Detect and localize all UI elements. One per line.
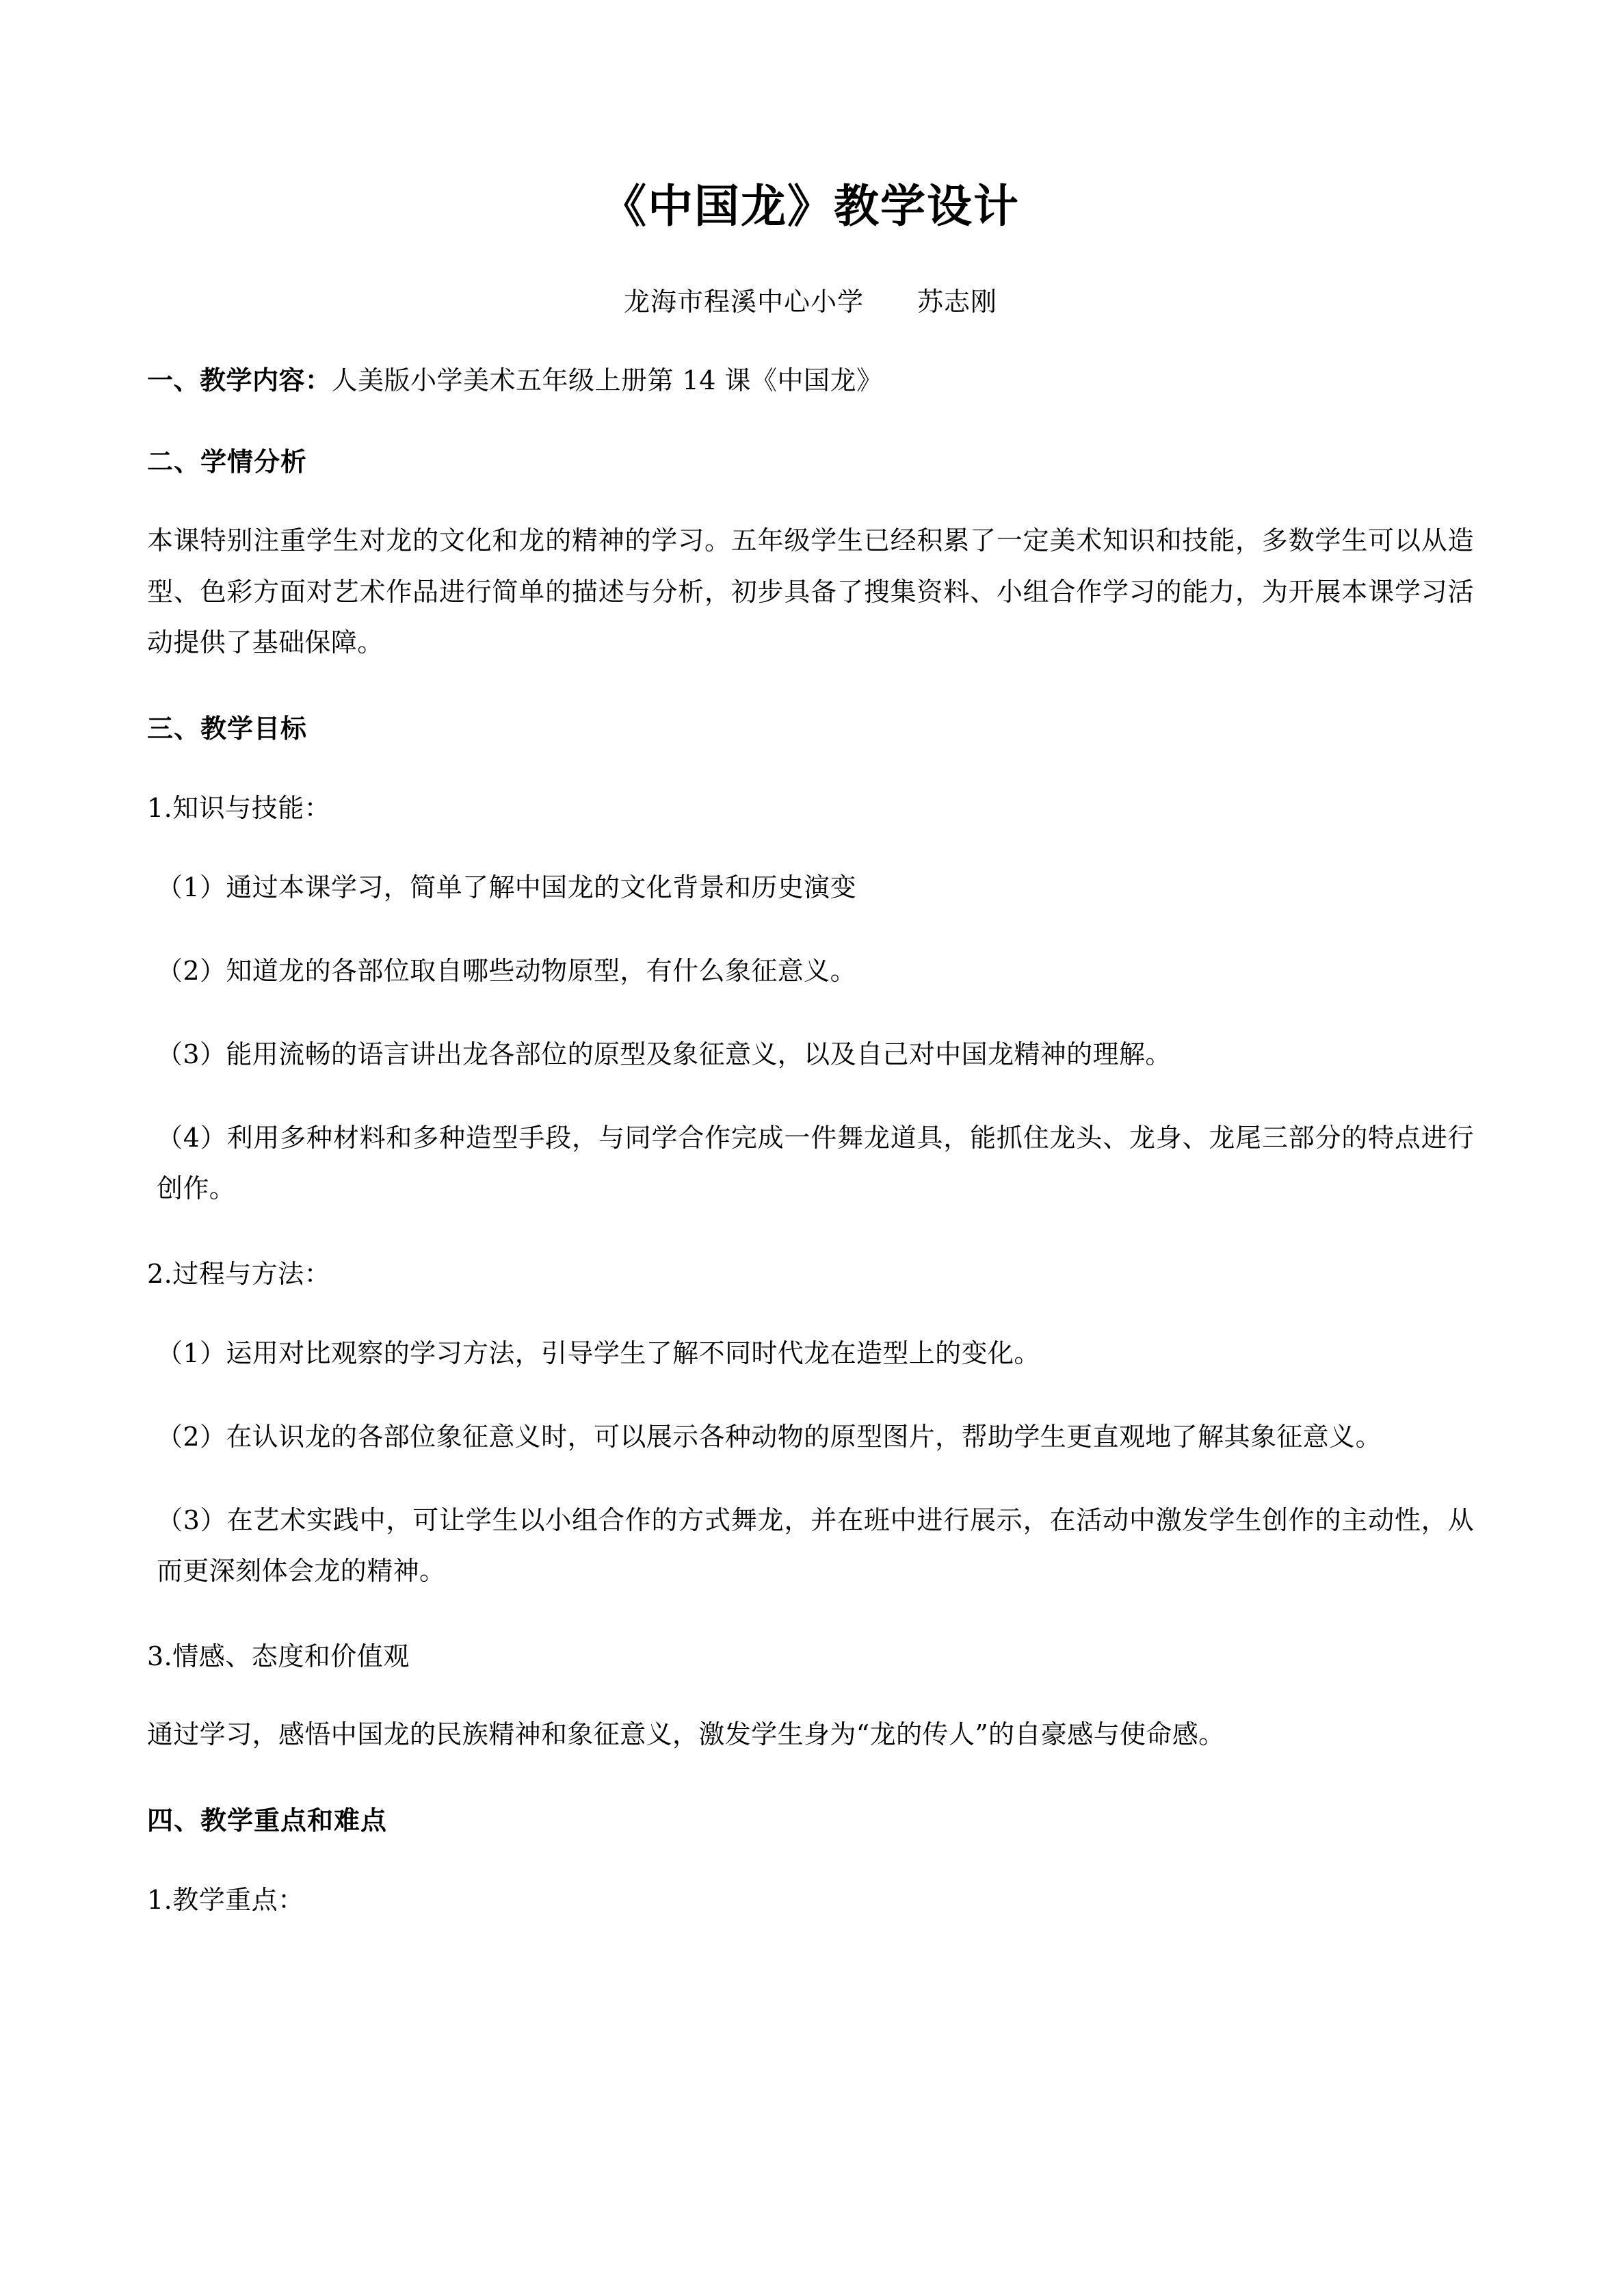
key-points-item-label: 1.教学重点：: [147, 1885, 304, 1916]
section-teaching-content-body: 人美版小学美术五年级上册第 14 课《中国龙》: [331, 365, 883, 395]
objectives-group1-item-4: （4）利用多种材料和多种造型手段，与同学合作完成一件舞龙道具，能抓住龙头、龙身、龙尾三部分的特点进行创作。: [157, 1122, 1474, 1203]
objectives-group1-item-1: （1）通过本课学习，简单了解中国龙的文化背景和历史演变: [157, 872, 856, 902]
page-title: 《中国龙》教学设计: [601, 179, 1020, 233]
objectives-group1-label: 1.知识与技能：: [147, 792, 331, 823]
objectives-group3-label: 3.情感、态度和价值观: [147, 1641, 410, 1672]
objectives-group2-item-2: （2）在认识龙的各部位象征意义时，可以展示各种动物的原型图片，帮助学生更直观地了解其象征意义。: [157, 1421, 1382, 1452]
section-teaching-content: [147, 360, 1474, 402]
objectives-group2-label: 2.过程与方法：: [147, 1259, 331, 1290]
section-student-analysis-paragraph: 本课特别注重学生对龙的文化和龙的精神的学习。五年级学生已经积累了一定美术知识和技能，多数学生可以从造型、色彩方面对艺术作品进行简单的描述与分析，初步具备了搜集资料、小组合作学习的能力，为开展本课学习活动提供了基础保障。: [147, 525, 1474, 657]
section-teaching-objectives-heading: 三、教学目标: [147, 712, 308, 744]
objectives-group1-item-2: （2）知道龙的各部位取自哪些动物原型，有什么象征意义。: [157, 955, 856, 986]
objectives-group2-item-3: （3）在艺术实践中，可让学生以小组合作的方式舞龙，并在班中进行展示，在活动中激发学生创作的主动性，从而更深刻体会龙的精神。: [157, 1505, 1474, 1587]
objectives-group3-paragraph: 通过学习，感悟中国龙的民族精神和象征意义，激发学生身为“龙的传人”的自豪感与使命感。: [147, 1719, 1225, 1749]
section-student-analysis-heading: 二、学情分析: [147, 446, 308, 478]
objectives-group1-item-3: （3）能用流畅的语言讲出龙各部位的原型及象征意义，以及自己对中国龙精神的理解。: [157, 1039, 1172, 1069]
author-byline: 龙海市程溪中心小学 苏志刚: [623, 286, 997, 317]
section-teaching-content-label: 一、教学内容：: [147, 364, 332, 395]
section-key-points-heading: 四、教学重点和难点: [147, 1805, 388, 1836]
objectives-group2-item-1: （1）运用对比观察的学习方法，引导学生了解不同时代龙在造型上的变化。: [157, 1338, 1040, 1368]
